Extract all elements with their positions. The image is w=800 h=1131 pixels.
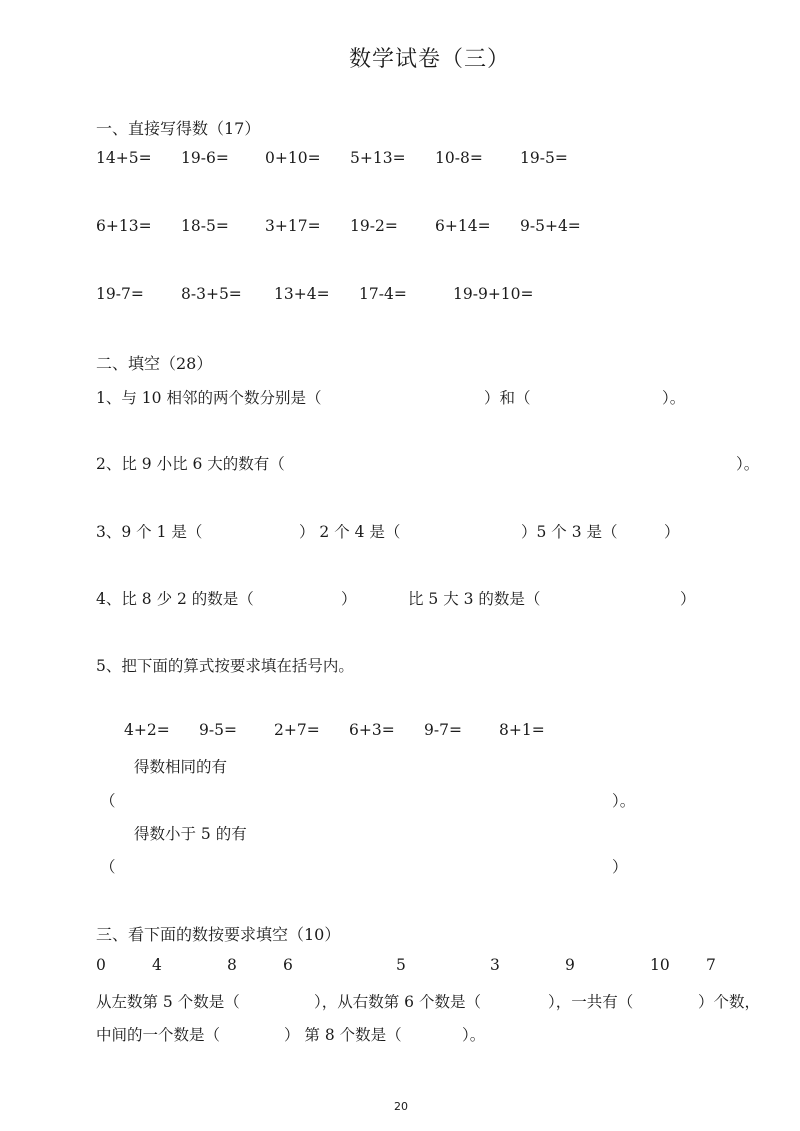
expr: 9-7= <box>424 721 462 739</box>
q5-prompt: 5、把下面的算式按要求填在括号内。 <box>96 657 354 675</box>
s3-l2-b: ） 第 8 个数是（ <box>284 1026 402 1044</box>
q2-text-end: ）。 <box>736 455 760 473</box>
expr: 19-7= <box>96 285 144 303</box>
q3-text-b: ） 2 个 4 是（ <box>299 523 401 541</box>
s3-l2-c: ）。 <box>462 1026 486 1044</box>
expr: 4+2= <box>124 721 170 739</box>
number: 7 <box>706 956 716 974</box>
expr: 2+7= <box>274 721 320 739</box>
expr: 6+14= <box>435 217 491 235</box>
q5-sub1-label: 得数相同的有 <box>134 758 228 776</box>
q1-text-mid: ）和（ <box>484 389 531 407</box>
page-title: 数学试卷（三） <box>349 47 511 72</box>
expr: 0+10= <box>265 149 321 167</box>
number: 8 <box>227 956 237 974</box>
q5-sub2-label: 得数小于 5 的有 <box>134 825 247 843</box>
expr: 9-5= <box>199 721 237 739</box>
number: 5 <box>396 956 406 974</box>
number: 6 <box>283 956 293 974</box>
number: 3 <box>490 956 500 974</box>
expr: 19-9+10= <box>453 285 534 303</box>
expr: 6+13= <box>96 217 152 235</box>
section1-heading: 一、直接写得数（17） <box>96 119 261 138</box>
expr: 13+4= <box>274 285 330 303</box>
s3-l1-d: ）个数， <box>698 993 761 1011</box>
expr: 8-3+5= <box>181 285 242 303</box>
expr: 8+1= <box>499 721 545 739</box>
number: 0 <box>96 956 106 974</box>
section3-heading: 三、看下面的数按要求填空（10） <box>96 925 341 944</box>
page-number: 20 <box>394 1100 408 1113</box>
q2-text: 2、比 9 小比 6 大的数有（ <box>96 455 285 473</box>
s3-l1-b: ），从右数第 6 个数是（ <box>314 993 481 1011</box>
expr: 19-6= <box>181 149 229 167</box>
number: 9 <box>565 956 575 974</box>
q4-text-b: ） <box>341 590 357 608</box>
s3-l1-c: ），一共有（ <box>548 993 634 1011</box>
q4-text-c: 比 5 大 3 的数是（ <box>408 590 541 608</box>
q4-text-d: ） <box>680 590 696 608</box>
expr: 10-8= <box>435 149 483 167</box>
expr: 5+13= <box>350 149 406 167</box>
q5-sub1-open: （ <box>100 792 116 810</box>
expr: 6+3= <box>349 721 395 739</box>
q3-text-c: ）5 个 3 是（ <box>521 523 618 541</box>
q5-sub1-close: ）。 <box>612 792 636 810</box>
s3-l1-a: 从左数第 5 个数是（ <box>96 993 240 1011</box>
q5-sub2-open: （ <box>100 858 116 876</box>
expr: 17-4= <box>359 285 407 303</box>
s3-l2-a: 中间的一个数是（ <box>96 1026 221 1044</box>
expr: 19-5= <box>520 149 568 167</box>
section2-heading: 二、填空（28） <box>96 354 213 373</box>
number: 4 <box>152 956 162 974</box>
q3-text: 3、9 个 1 是（ <box>96 523 203 541</box>
q5-sub2-close: ） <box>612 858 628 876</box>
q3-text-d: ） <box>664 523 680 541</box>
expr: 14+5= <box>96 149 152 167</box>
q4-text: 4、比 8 少 2 的数是（ <box>96 590 254 608</box>
q1-text-end: ）。 <box>662 389 686 407</box>
expr: 9-5+4= <box>520 217 581 235</box>
expr: 3+17= <box>265 217 321 235</box>
expr: 18-5= <box>181 217 229 235</box>
q1-text: 1、与 10 相邻的两个数分别是（ <box>96 389 322 407</box>
expr: 19-2= <box>350 217 398 235</box>
number: 10 <box>650 956 670 974</box>
